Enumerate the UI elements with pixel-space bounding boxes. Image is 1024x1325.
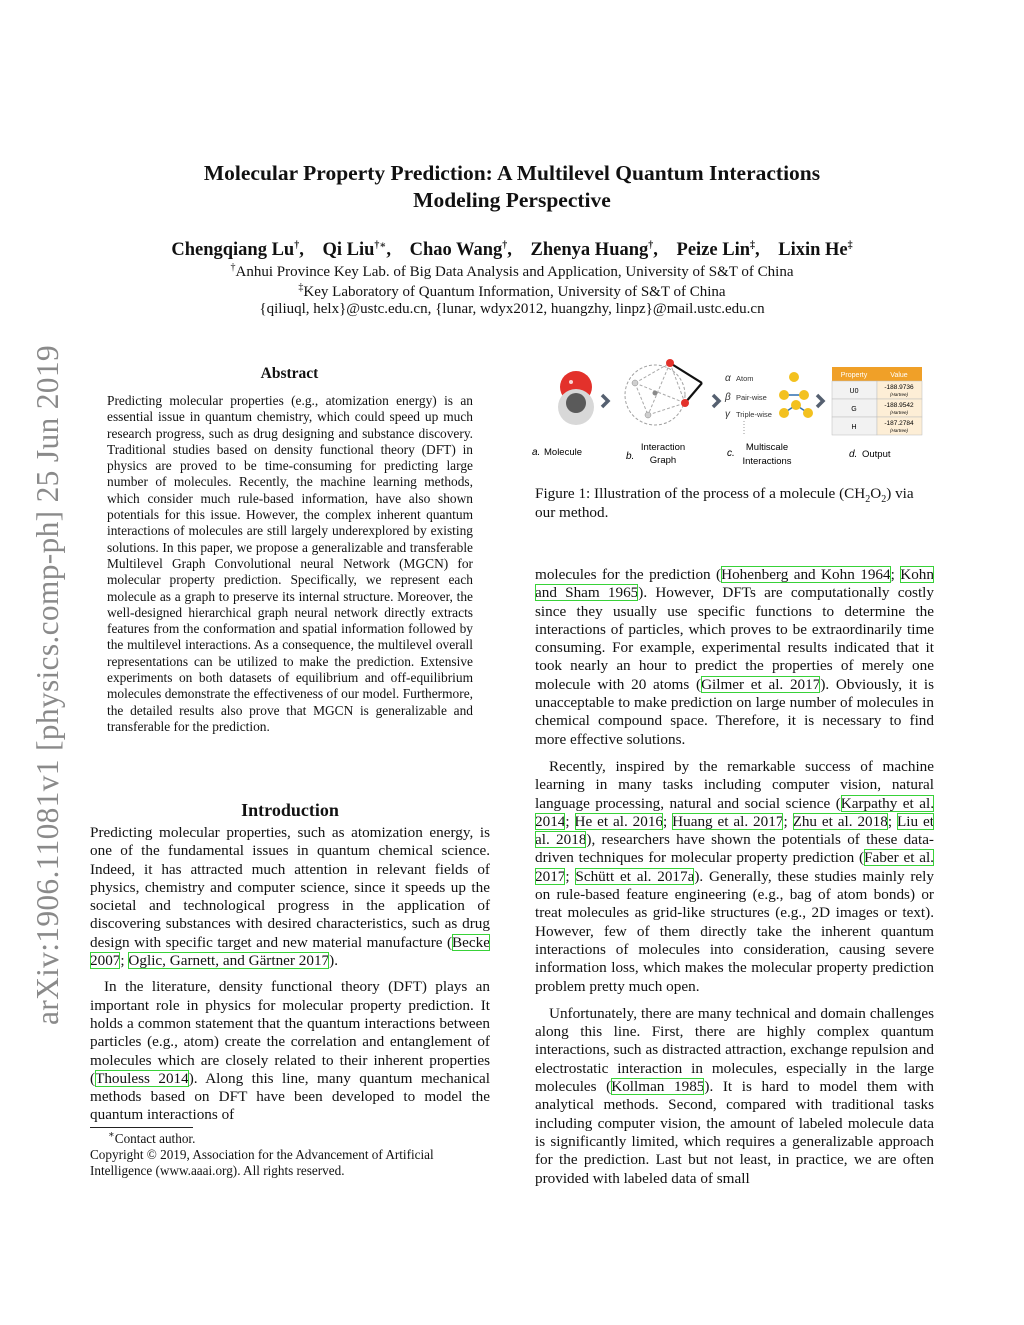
author-list: Chengqiang Lu†, Qi Liu†∗, Chao Wang†, Zhenya Huang†, Peize Lin‡, Lixin He‡ [171, 239, 853, 260]
alpha-symbol: α [725, 373, 731, 384]
footnote: ∗Contact author. Copyright © 2019, Association for the Advancement of Artificial Intelligence (www.aaai.org). All rights reserved. [90, 1129, 434, 1178]
stage-label-a-letter: a. [532, 447, 541, 458]
affiliation-1: †Anhui Province Key Lab. of Big Data Analysis and Application, University of S&T of China [230, 262, 794, 280]
arxiv-identifier: arXiv:1906.11081v1 [physics.comp-ph] 25 Jun 2019 [30, 345, 65, 1025]
citation-link[interactable]: He et al. 2016 [574, 812, 664, 830]
legend-pair-wise: Pair-wise [736, 393, 767, 402]
citation-link[interactable]: Oglic, Garnett, and Gärtner 2017 [128, 952, 330, 970]
table-cell-property: U0 [849, 388, 859, 395]
citation-link[interactable]: Karpathy et al. 2014 [535, 794, 934, 830]
citation-link[interactable]: Gilmer et al. 2017 [701, 675, 821, 693]
arrow-icon [817, 395, 823, 407]
abstract-heading: Abstract [260, 365, 319, 382]
col2-paragraph-2: Recently, inspired by the remarkable success of machine learning in many tasks including computer vision, natural language processing, natural and social science (Karpathy et al. 2014; He et al. 2016; Huang et al. 2017; Zhu et al. 2018; Liu et al. 2018), researchers have shown the potentials of these data-driven techniques for molecular property prediction (Faber et al. 2017; Schütt et al. 2017a). Generally, these studies mainly rely on rule-based feature engineering (e.g., bag of atom bonds) or treat molecules as grid-like structures (e.g., 2D images or text). However, few of them directly take the inherent quantum interactions of molecules into consideration, causing severe information loss, which makes the molecular property prediction problem pretty much open. [535, 757, 934, 995]
affiliation-2: ‡Key Laboratory of Quantum Information, University of S&T of China [298, 282, 726, 300]
intro-paragraph-2: In the literature, density functional theory (DFT) plays an important role in physics for molecular property prediction. It holds a common statement that the quantum interactions between particles (e.g., atom) create the correlation and entanglement of molecules which are closely related to their inherent properties (Thouless 2014). Along this line, many quantum mechanical methods based on DFT have been developed to model the quantum interactions of [90, 978, 490, 1124]
output-table [832, 367, 922, 435]
author: Chengqiang Lu† [171, 239, 300, 260]
arrow-icon [602, 395, 608, 407]
citation-link[interactable]: Schütt et al. 2017a [575, 867, 695, 885]
intro-paragraph-1: Predicting molecular properties, such as atomization energy, is one of the fundamental issues in quantum chemical science. Indeed, it has attracted much attention in relevant fields of physics, chemistry and computer science, since it speeds up the societal and technological progress in the application of discovering substances with desired characteristics, such as drug design with specific target and new material manufacture (Becke 2007; Oglic, Garnett, and Gärtner 2017). [90, 824, 490, 970]
table-cell-property: H [851, 424, 857, 431]
table-cell-value: -188.9542 [884, 402, 914, 409]
citation-link[interactable]: Liu et al. 2018 [535, 812, 934, 849]
table-header-property: Property [840, 372, 868, 379]
table-cell-unit: (Hartree) [889, 428, 909, 433]
table-cell-unit: (Hartree) [889, 392, 909, 397]
col2-paragraph-1: molecules for the prediction (Hohenberg and Kohn 1964; Kohn and Sham 1965). However, DFTs are computationally costly since they usually use specific functions to determine the interactions of particles, which proves to be extraordinarily time consuming. For example, experimental results indicated that it took nearly an hour to predict the properties of merely one molecule with 20 atoms (Gilmer et al. 2017). Obviously, it is unacceptable to make prediction on large number of molecules in chemical compound space. Therefore, it is necessary to find more effective solutions. [535, 566, 934, 748]
figure-caption: Figure 1: Illustration of the process of a molecule $(CH_2O_2)$ via our method. [535, 485, 914, 521]
author-emails: {qiliuql, helx}@ustc.edu.cn, {lunar, wdyx2012, huangzhy, linpz}@mail.ustc.edu.cn [259, 301, 765, 317]
legend-atom: Atom [736, 374, 754, 383]
stage-label-b-line2: Graph [649, 455, 677, 466]
author: Peize Lin‡ [676, 239, 755, 260]
col2-paragraph-3: Unfortunately, there are many technical and domain challenges along this line. First, there are highly complex quantum interactions, such as distracted attraction, exchange repulsion and electrostatic interaction in molecules, especially in the large molecules (Kollman 1985). It is hard to model them with analytical methods. Second, compared with traditional tasks including computer vision, the amount of labeled molecule data is significantly limited, which requires a generalizable approach for the prediction. Last but not least, in practice, we are often provided with labeled data of small [535, 1004, 935, 1187]
figure-1 [530, 355, 938, 475]
gamma-symbol: γ [725, 409, 730, 420]
beta-symbol: β [725, 392, 731, 403]
introduction-heading: Introduction [241, 800, 339, 820]
right-column-text [535, 566, 934, 1188]
title-line-2: Modeling Perspective [413, 188, 611, 212]
footnote-rule [90, 1127, 193, 1128]
citation-link[interactable]: Becke 2007 [90, 933, 490, 970]
table-cell-property: G [851, 406, 857, 413]
citation-link[interactable]: Zhu et al. 2018 [792, 812, 888, 830]
citation-link[interactable]: Huang et al. 2017 [672, 812, 784, 830]
stage-label-d: Output [862, 449, 891, 460]
citation-link[interactable]: Kohn and Sham 1965 [535, 566, 934, 602]
citation-link[interactable]: Hohenberg and Kohn 1964 [721, 566, 891, 583]
molecule-icon [558, 371, 594, 425]
abstract-body: Predicting molecular properties (e.g., atomization energy) is an essential issue in quantum chemistry, which could speed up much research progress, such as drug designing and substance discovery. Traditional studies based on density functional theory (DFT) in physics are proved to be time-consuming for predicting large number of molecules. Recently, the machine learning methods, which consider much rule-based information, have also shown potentials for this issue. However, the complex inherent quantum interactions of molecules are still largely underexplored by existing solutions. In this paper, we propose a generalizable and transferable Multilevel Graph Convolutional neural Network (MGCN) for molecular property prediction. Specifically, we represent each molecule as a graph to preserve its internal structure. Moreover, the well-designed hierarchical graph neural network directly extracts features from the conformation and spatial information followed by the multilevel interactions. As a consequence, the multilevel overall representations can be utilized to make the prediction. Extensive experiments on both datasets of equilibrium and off-equilibrium molecules demonstrate the effectiveness of our model. Furthermore, the detailed results also prove that MGCN is generalizable and transferable for the prediction. [107, 393, 473, 734]
stage-label-c-line2: Interactions [742, 456, 792, 467]
arrow-icon [713, 395, 719, 407]
stage-label-d-letter: d. [849, 449, 858, 460]
table-cell-value: -188.9736 [884, 384, 914, 391]
stage-label-a: Molecule [544, 447, 583, 458]
table-header-value: Value [890, 372, 908, 379]
table-cell-unit: (Hartree) [889, 410, 909, 415]
introduction-column [90, 824, 490, 1125]
author: Qi Liu†∗ [322, 239, 387, 260]
citation-link[interactable]: Faber et al. 2017 [535, 849, 934, 885]
legend-triple-wise: Triple-wise [736, 410, 772, 419]
author: Chao Wang† [409, 239, 508, 260]
author: Lixin He‡ [778, 239, 853, 260]
author: Zhenya Huang† [530, 239, 654, 260]
stage-label-c-line1: Multiscale [745, 442, 789, 453]
stage-label-b-letter: b. [626, 451, 635, 462]
citation-link[interactable]: Kollman 1985 [611, 1078, 705, 1096]
title-line-1: Molecular Property Prediction: A Multilevel Quantum Interactions [203, 161, 821, 185]
stage-label-c-letter: c. [727, 448, 735, 459]
paper-title [90, 160, 934, 214]
table-cell-value: -187.2784 [884, 420, 914, 427]
stage-label-b-line1: Interaction [640, 442, 686, 453]
citation-link[interactable]: Thouless 2014 [95, 1069, 189, 1087]
multiscale-nodes-icon [779, 372, 813, 418]
interaction-graph-icon [625, 359, 702, 425]
